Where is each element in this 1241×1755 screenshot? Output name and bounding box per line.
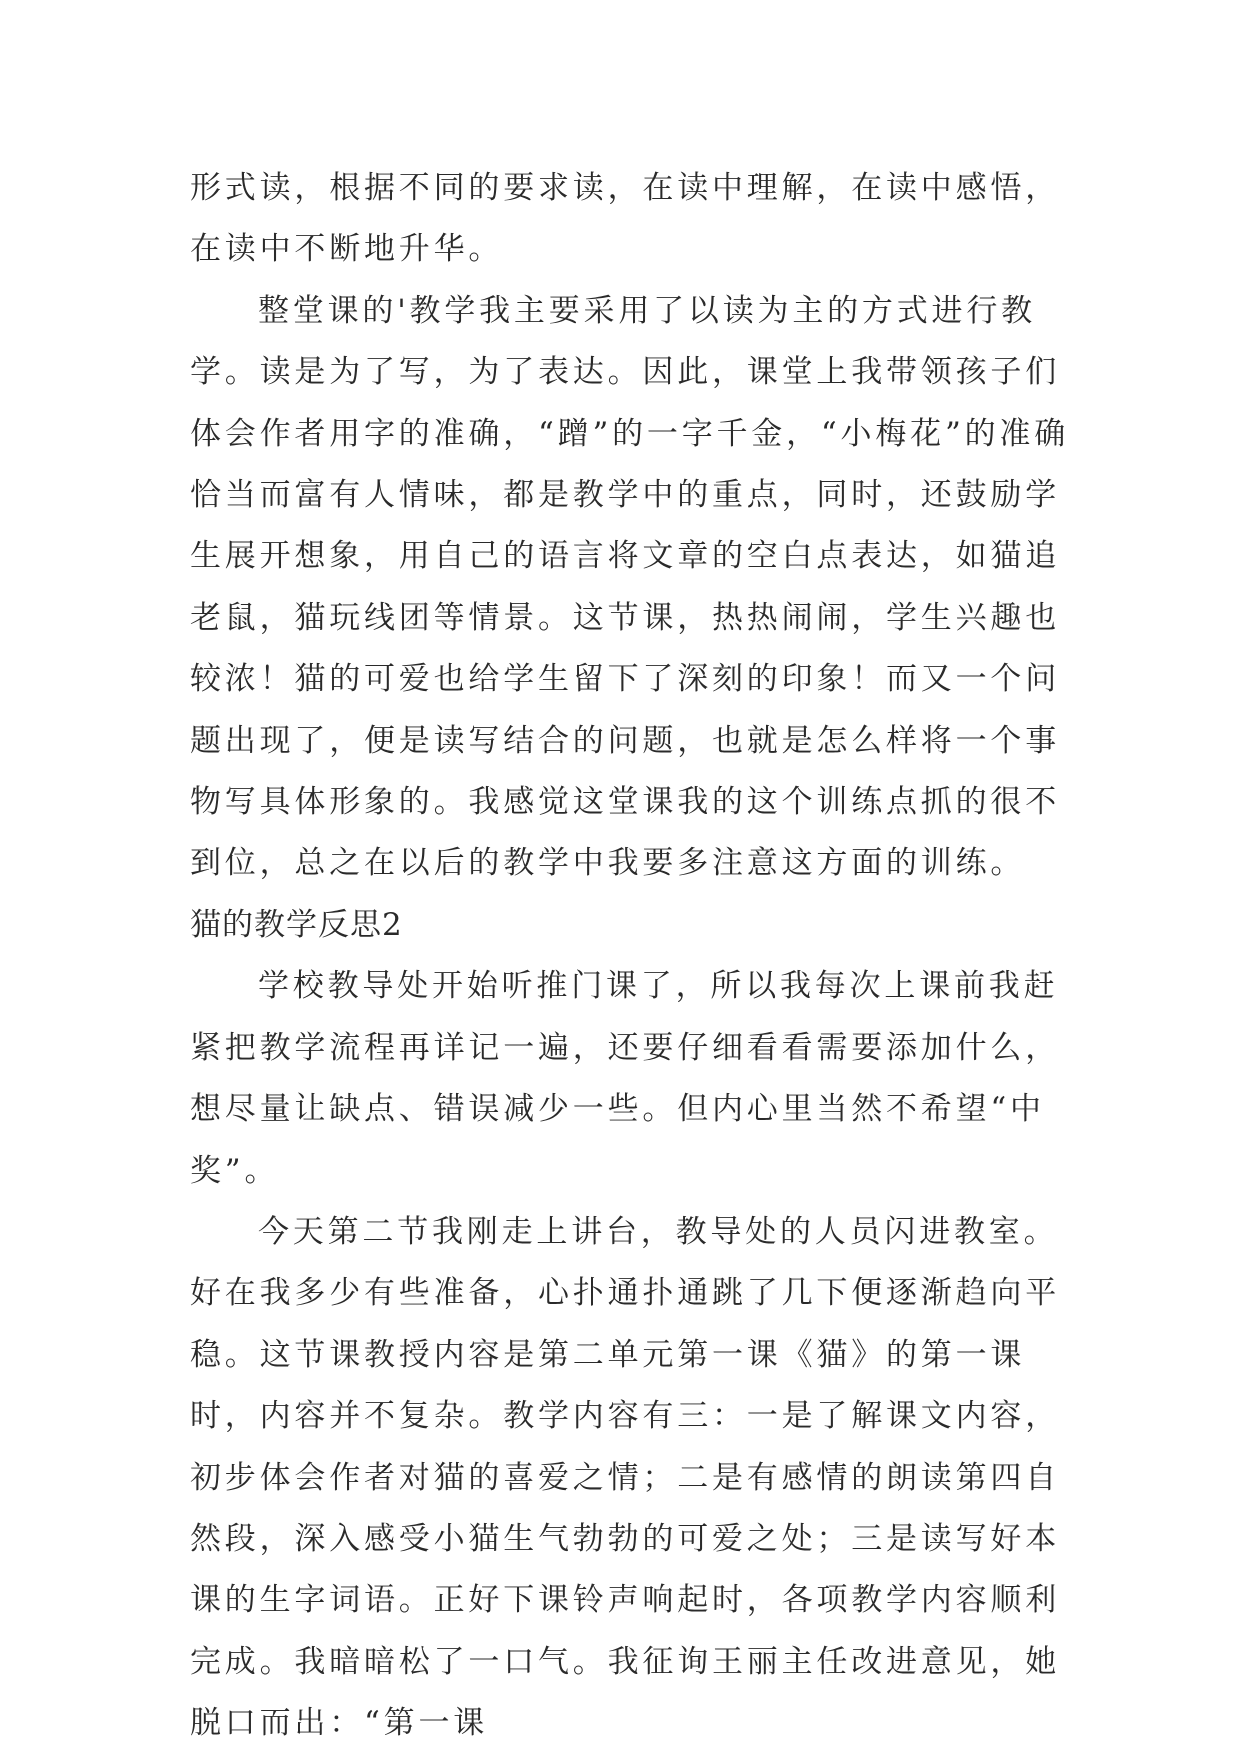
paragraph-teaching-method: 整堂课的'教学我主要采用了以读为主的方式进行教学。读是为了写，为了表达。因此，课堂上我带领孩子们体会作者用字的准确，“蹭”的一字千金，“小梅花”的准确恰当而富有人情味，都是教学中的重点，同时，还鼓励学生展开想象，用自己的语言将文章的空白点表达，如猫追老鼠，猫玩线团等情景。这节课，热热闹闹，学生兴趣也较浓！猫的可爱也给学生留下了深刻的印象！而又一个问题出现了，便是读写结合的问题，也就是怎么样将一个事物写具体形象的。我感觉这堂课我的这个训练点抓的很不到位，总之在以后的教学中我要多注意这方面的训练。 xyxy=(190,292,1069,882)
document-body xyxy=(190,158,1070,1755)
paragraph-second-period: 今天第二节我刚走上讲台，教导处的人员闪进教室。好在我多少有些准备，心扑通扑通跳了几下便逐渐趋向平稳。这节课教授内容是第二单元第一课《猫》的第一课时，内容并不复杂。教学内容有三：一是了解课文内容，初步体会作者对猫的喜爱之情；二是有感情的朗读第四自然段，深入感受小猫生气勃勃的可爱之处；三是读写好本课的生字词语。正好下课铃声响起时，各项教学内容顺利完成。我暗暗松了一口气。我征询王丽主任改进意见，她脱口而出：“第一课 xyxy=(190,1213,1060,1742)
paragraph-push-door-class: 学校教导处开始听推门课了，所以我每次上课前我赶紧把教学流程再详记一遍，还要仔细看看需要添加什么，想尽量让缺点、错误减少一些。但内心里当然不希望“中奖”。 xyxy=(190,968,1060,1189)
section-heading: 猫的教学反思2 xyxy=(190,906,403,943)
paragraph-continuation: 形式读，根据不同的要求读，在读中理解，在读中感悟，在读中不断地升华。 xyxy=(190,170,1060,268)
